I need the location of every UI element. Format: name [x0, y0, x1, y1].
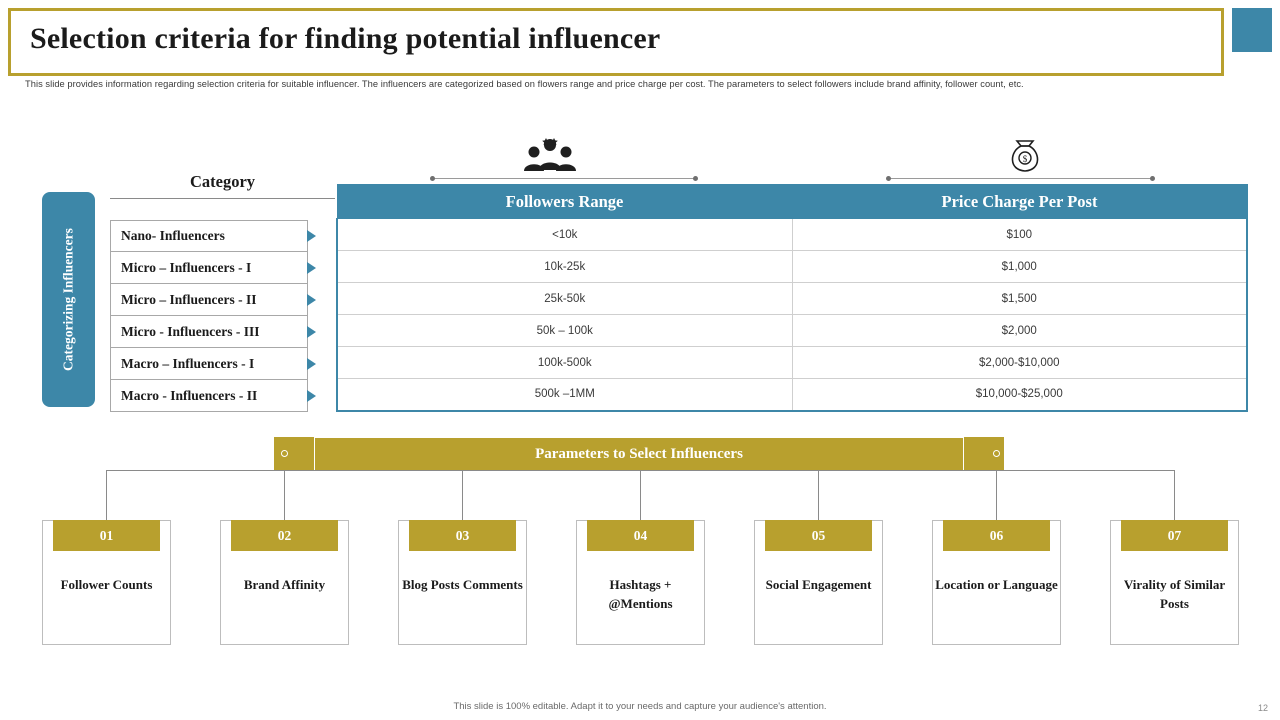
banner-right-dot: [993, 450, 1000, 457]
column-header-followers: Followers Range: [337, 185, 792, 219]
parameter-card-number: 04: [587, 520, 694, 551]
parameter-card-number: 06: [943, 520, 1050, 551]
category-label: Micro - Influencers - III: [121, 323, 260, 339]
followers-rule-dot-right: [693, 176, 698, 181]
parameter-card-label: Virality of Similar Posts: [1123, 577, 1226, 611]
cell-followers: 50k – 100k: [337, 315, 792, 347]
category-column-header: Category: [189, 172, 256, 191]
parameter-card-number: 03: [409, 520, 516, 551]
category-row[interactable]: [110, 220, 308, 252]
category-label: Macro – Influencers - I: [121, 355, 255, 371]
cell-price: $1,500: [792, 283, 1247, 315]
chevron-right-icon[interactable]: [300, 321, 322, 343]
category-row[interactable]: [110, 380, 308, 412]
table-row: [337, 315, 1247, 347]
category-label: Nano- Influencers: [121, 228, 225, 243]
chevron-right-icon[interactable]: [300, 289, 322, 311]
chevron-right-icon[interactable]: [300, 257, 322, 279]
parameter-card-label: Location or Language: [935, 577, 1058, 592]
page-title: Selection criteria for finding potential influencer: [30, 22, 661, 55]
table-row: [337, 251, 1247, 283]
money-bag-icon: [1004, 136, 1046, 174]
slide-header: [8, 8, 1272, 76]
chevron-right-icon[interactable]: [300, 353, 322, 375]
parameter-card-label: Follower Counts: [60, 577, 153, 592]
footer-note: This slide is 100% editable. Adapt it to your needs and capture your audience's attention.: [453, 701, 827, 712]
category-row[interactable]: [110, 348, 308, 380]
connector-vertical: [1174, 470, 1175, 520]
connector-vertical: [996, 470, 997, 520]
category-row[interactable]: [110, 252, 308, 284]
followers-icon-rule: [432, 178, 696, 179]
parameter-card-number: 07: [1121, 520, 1228, 551]
page-number: 12: [1257, 703, 1268, 713]
cell-price: $2,000: [792, 315, 1247, 347]
table-row: [337, 379, 1247, 411]
svg-text:$: $: [1022, 154, 1028, 164]
connector-vertical: [284, 470, 285, 520]
title-accent-block: [1232, 8, 1272, 52]
connector-vertical: [106, 470, 107, 520]
column-header-price: Price Charge Per Post: [792, 185, 1247, 219]
category-label: Micro – Influencers - I: [121, 259, 252, 275]
cell-price: $2,000-$10,000: [792, 347, 1247, 379]
parameter-card-number: 01: [53, 520, 160, 551]
price-rule-dot-right: [1150, 176, 1155, 181]
chevron-right-icon[interactable]: [300, 225, 322, 247]
cell-followers: 100k-500k: [337, 347, 792, 379]
followers-rule-dot-left: [430, 176, 435, 181]
parameter-card-label: Blog Posts Comments: [402, 577, 523, 592]
banner-left-dot: [281, 450, 288, 457]
connector-vertical: [462, 470, 463, 520]
cell-followers: <10k: [337, 219, 792, 251]
chevron-right-icon[interactable]: [300, 385, 322, 407]
slide-subtitle: This slide provides information regarding selection criteria for suitable influencer. The influencers are categorized based on flowers range and price charge per cost. The parameters to select followers include brand affinity, follower count, etc.: [25, 79, 1024, 89]
category-row[interactable]: [110, 284, 308, 316]
parameter-card-label: Social Engagement: [765, 577, 872, 592]
categorizing-influencers-label: Categorizing Influencers: [60, 228, 76, 371]
parameters-banner: Parameters to Select Influencers: [314, 437, 964, 471]
parameter-card-number: 05: [765, 520, 872, 551]
parameter-card-number: 02: [231, 520, 338, 551]
cell-followers: 10k-25k: [337, 251, 792, 283]
cell-followers: 500k –1MM: [337, 379, 792, 411]
cell-price: $10,000-$25,000: [792, 379, 1247, 411]
category-label: Micro – Influencers - II: [121, 291, 257, 307]
cell-price: $1,000: [792, 251, 1247, 283]
category-divider: [110, 198, 335, 199]
parameter-card-label: Brand Affinity: [243, 577, 326, 592]
people-group-icon: [521, 136, 579, 172]
category-row[interactable]: [110, 316, 308, 348]
category-label: Macro - Influencers - II: [121, 387, 258, 403]
parameter-card-label: Hashtags + @Mentions: [608, 577, 673, 611]
connector-vertical: [818, 470, 819, 520]
table-row: [337, 283, 1247, 315]
cell-price: $100: [792, 219, 1247, 251]
connector-vertical: [640, 470, 641, 520]
table-header-row: [337, 185, 1247, 219]
table-row: [337, 347, 1247, 379]
table-row: [337, 219, 1247, 251]
cell-followers: 25k-50k: [337, 283, 792, 315]
influencer-pricing-table: [336, 184, 1248, 412]
price-rule-dot-left: [886, 176, 891, 181]
price-icon-rule: [889, 178, 1153, 179]
